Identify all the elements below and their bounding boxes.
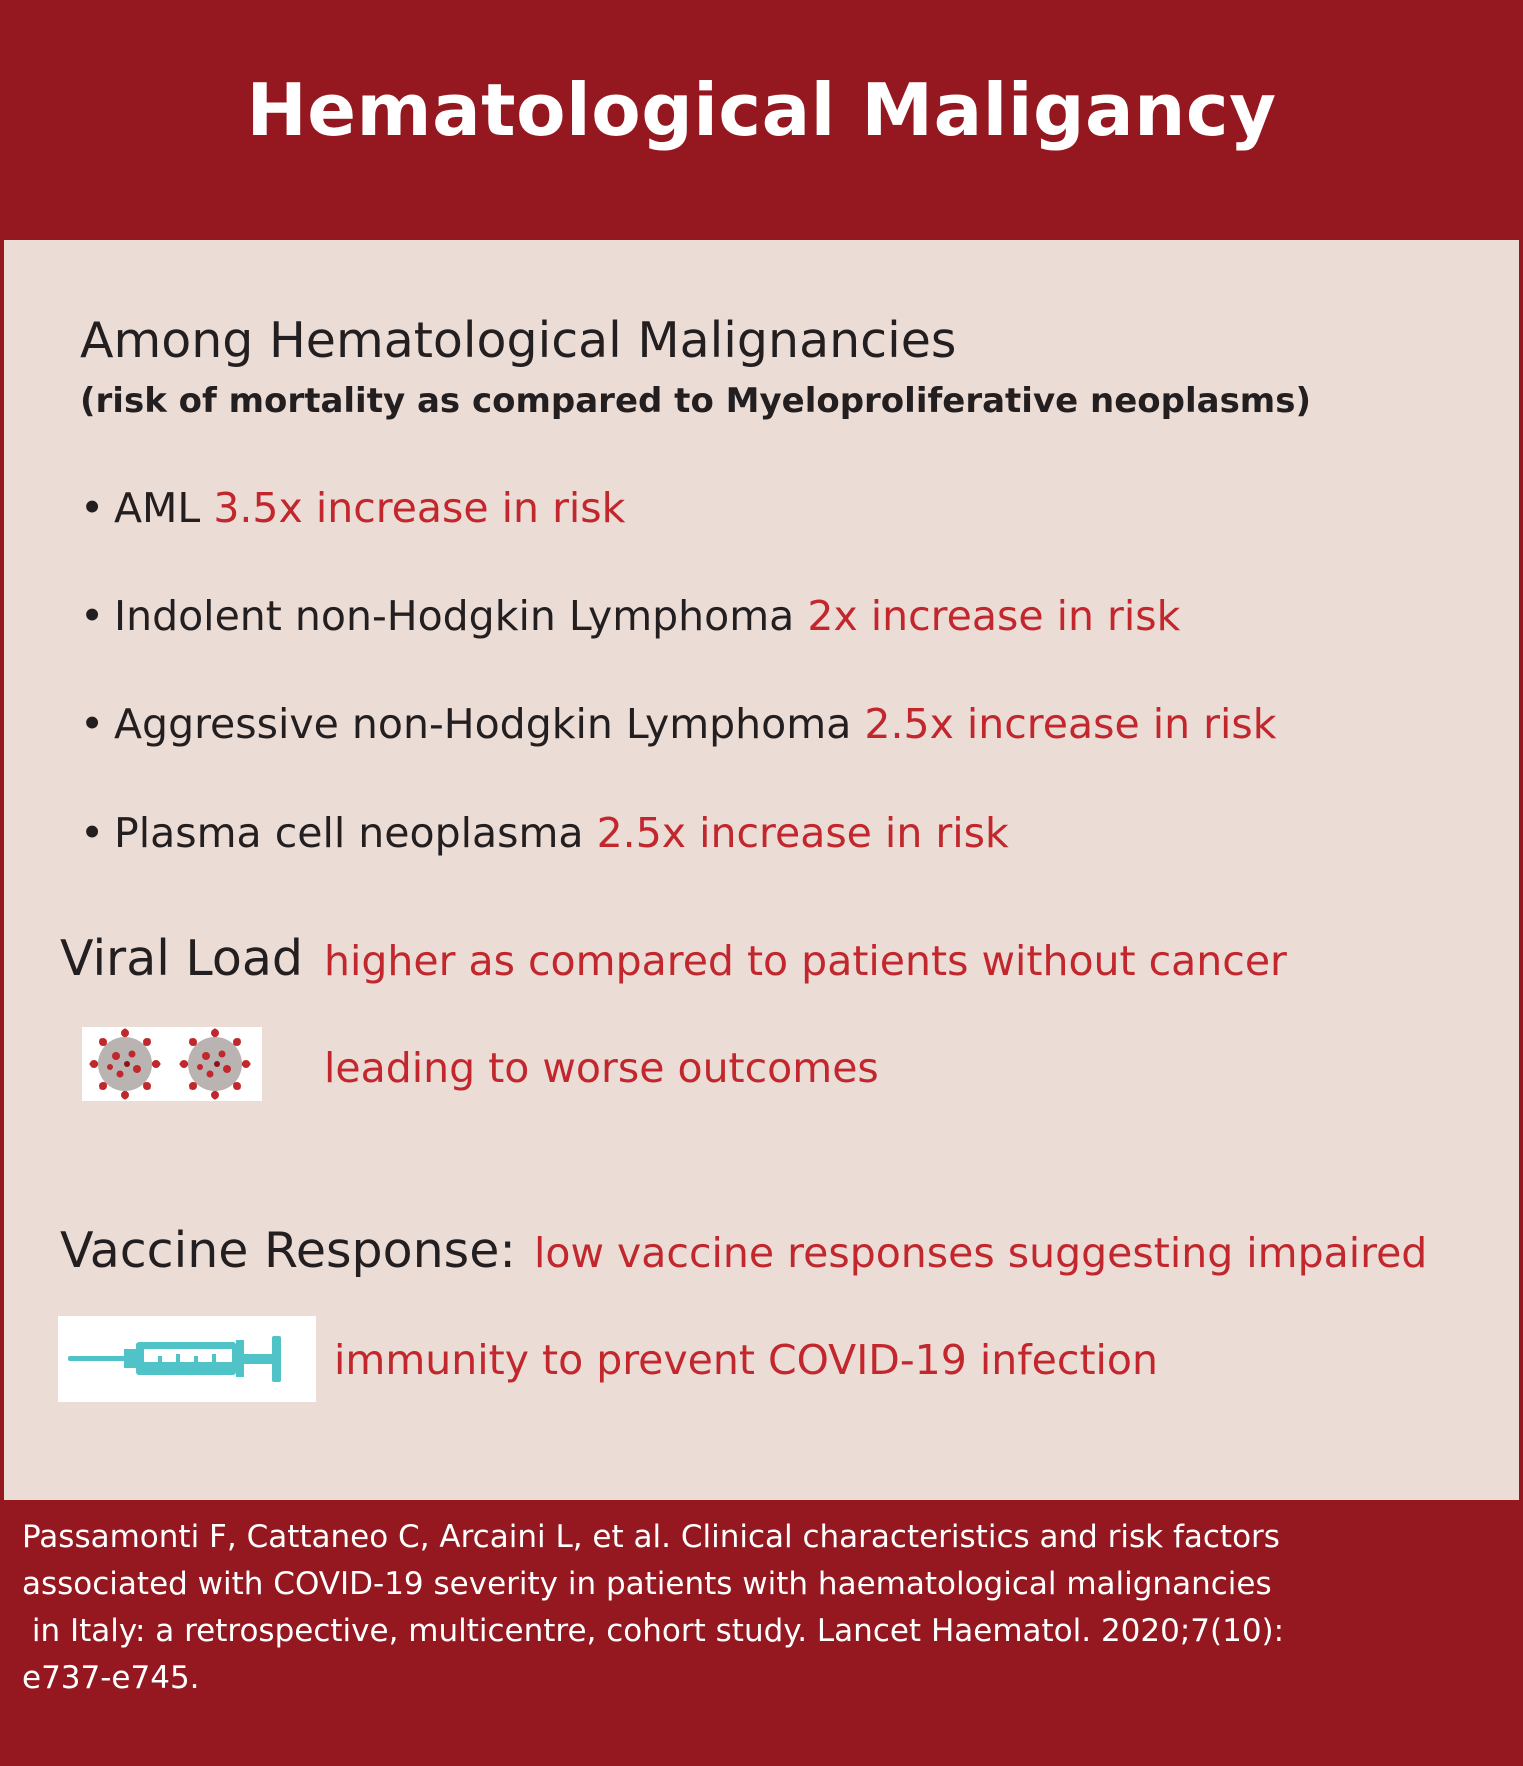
bullet-risk: 2x increase in risk bbox=[807, 592, 1181, 640]
section-heading: Among Hematological Malignancies bbox=[80, 312, 957, 369]
bullet-name: Plasma cell neoplasma bbox=[114, 809, 584, 857]
citation-line: Passamonti F, Cattaneo C, Arcaini L, et al. Clinical characteristics and risk factors bbox=[22, 1519, 1280, 1555]
section-subheading: (risk of mortality as compared to Myeloproliferative neoplasms) bbox=[80, 381, 1312, 421]
bullet-item bbox=[80, 592, 1180, 640]
syringe-icon bbox=[58, 1316, 316, 1402]
bullet-dot: • bbox=[80, 700, 105, 748]
bullet-risk: 3.5x increase in risk bbox=[213, 484, 626, 532]
vaccine-response-line1: low vaccine responses suggesting impaired bbox=[534, 1229, 1428, 1277]
bullet-dot: • bbox=[80, 809, 105, 857]
viral-load-label: Viral Load bbox=[60, 930, 303, 987]
bullet-name: Aggressive non-Hodgkin Lymphoma bbox=[114, 700, 852, 748]
citation-line: e737-e745. bbox=[22, 1660, 200, 1696]
bullet-name: AML bbox=[114, 484, 201, 532]
bullet-item bbox=[80, 809, 1009, 857]
bullet-name: Indolent non-Hodgkin Lymphoma bbox=[114, 592, 795, 640]
bullet-item bbox=[80, 700, 1276, 748]
citation-text bbox=[22, 1514, 1502, 1702]
bullet-risk: 2.5x increase in risk bbox=[596, 809, 1009, 857]
bullet-item bbox=[80, 484, 625, 532]
header-banner bbox=[4, 0, 1519, 240]
page-title: Hematological Maligancy bbox=[246, 68, 1277, 152]
viral-load-line1: higher as compared to patients without cancer bbox=[324, 937, 1287, 985]
vaccine-response-line2: immunity to prevent COVID-19 infection bbox=[334, 1336, 1158, 1384]
bullet-dot: • bbox=[80, 484, 105, 532]
citation-line: in Italy: a retrospective, multicentre, cohort study. Lancet Haematol. 2020;7(10): bbox=[22, 1613, 1285, 1649]
citation-line: associated with COVID-19 severity in patients with haematological malignancies bbox=[22, 1566, 1272, 1602]
viral-load-line2: leading to worse outcomes bbox=[324, 1044, 879, 1092]
syringe-icon-graphic bbox=[58, 1316, 316, 1402]
virus-icon bbox=[82, 1027, 262, 1101]
bullet-dot: • bbox=[80, 592, 105, 640]
vaccine-response-label: Vaccine Response: bbox=[60, 1222, 516, 1279]
bullet-risk: 2.5x increase in risk bbox=[864, 700, 1277, 748]
virus-icon-graphic bbox=[82, 1027, 262, 1101]
